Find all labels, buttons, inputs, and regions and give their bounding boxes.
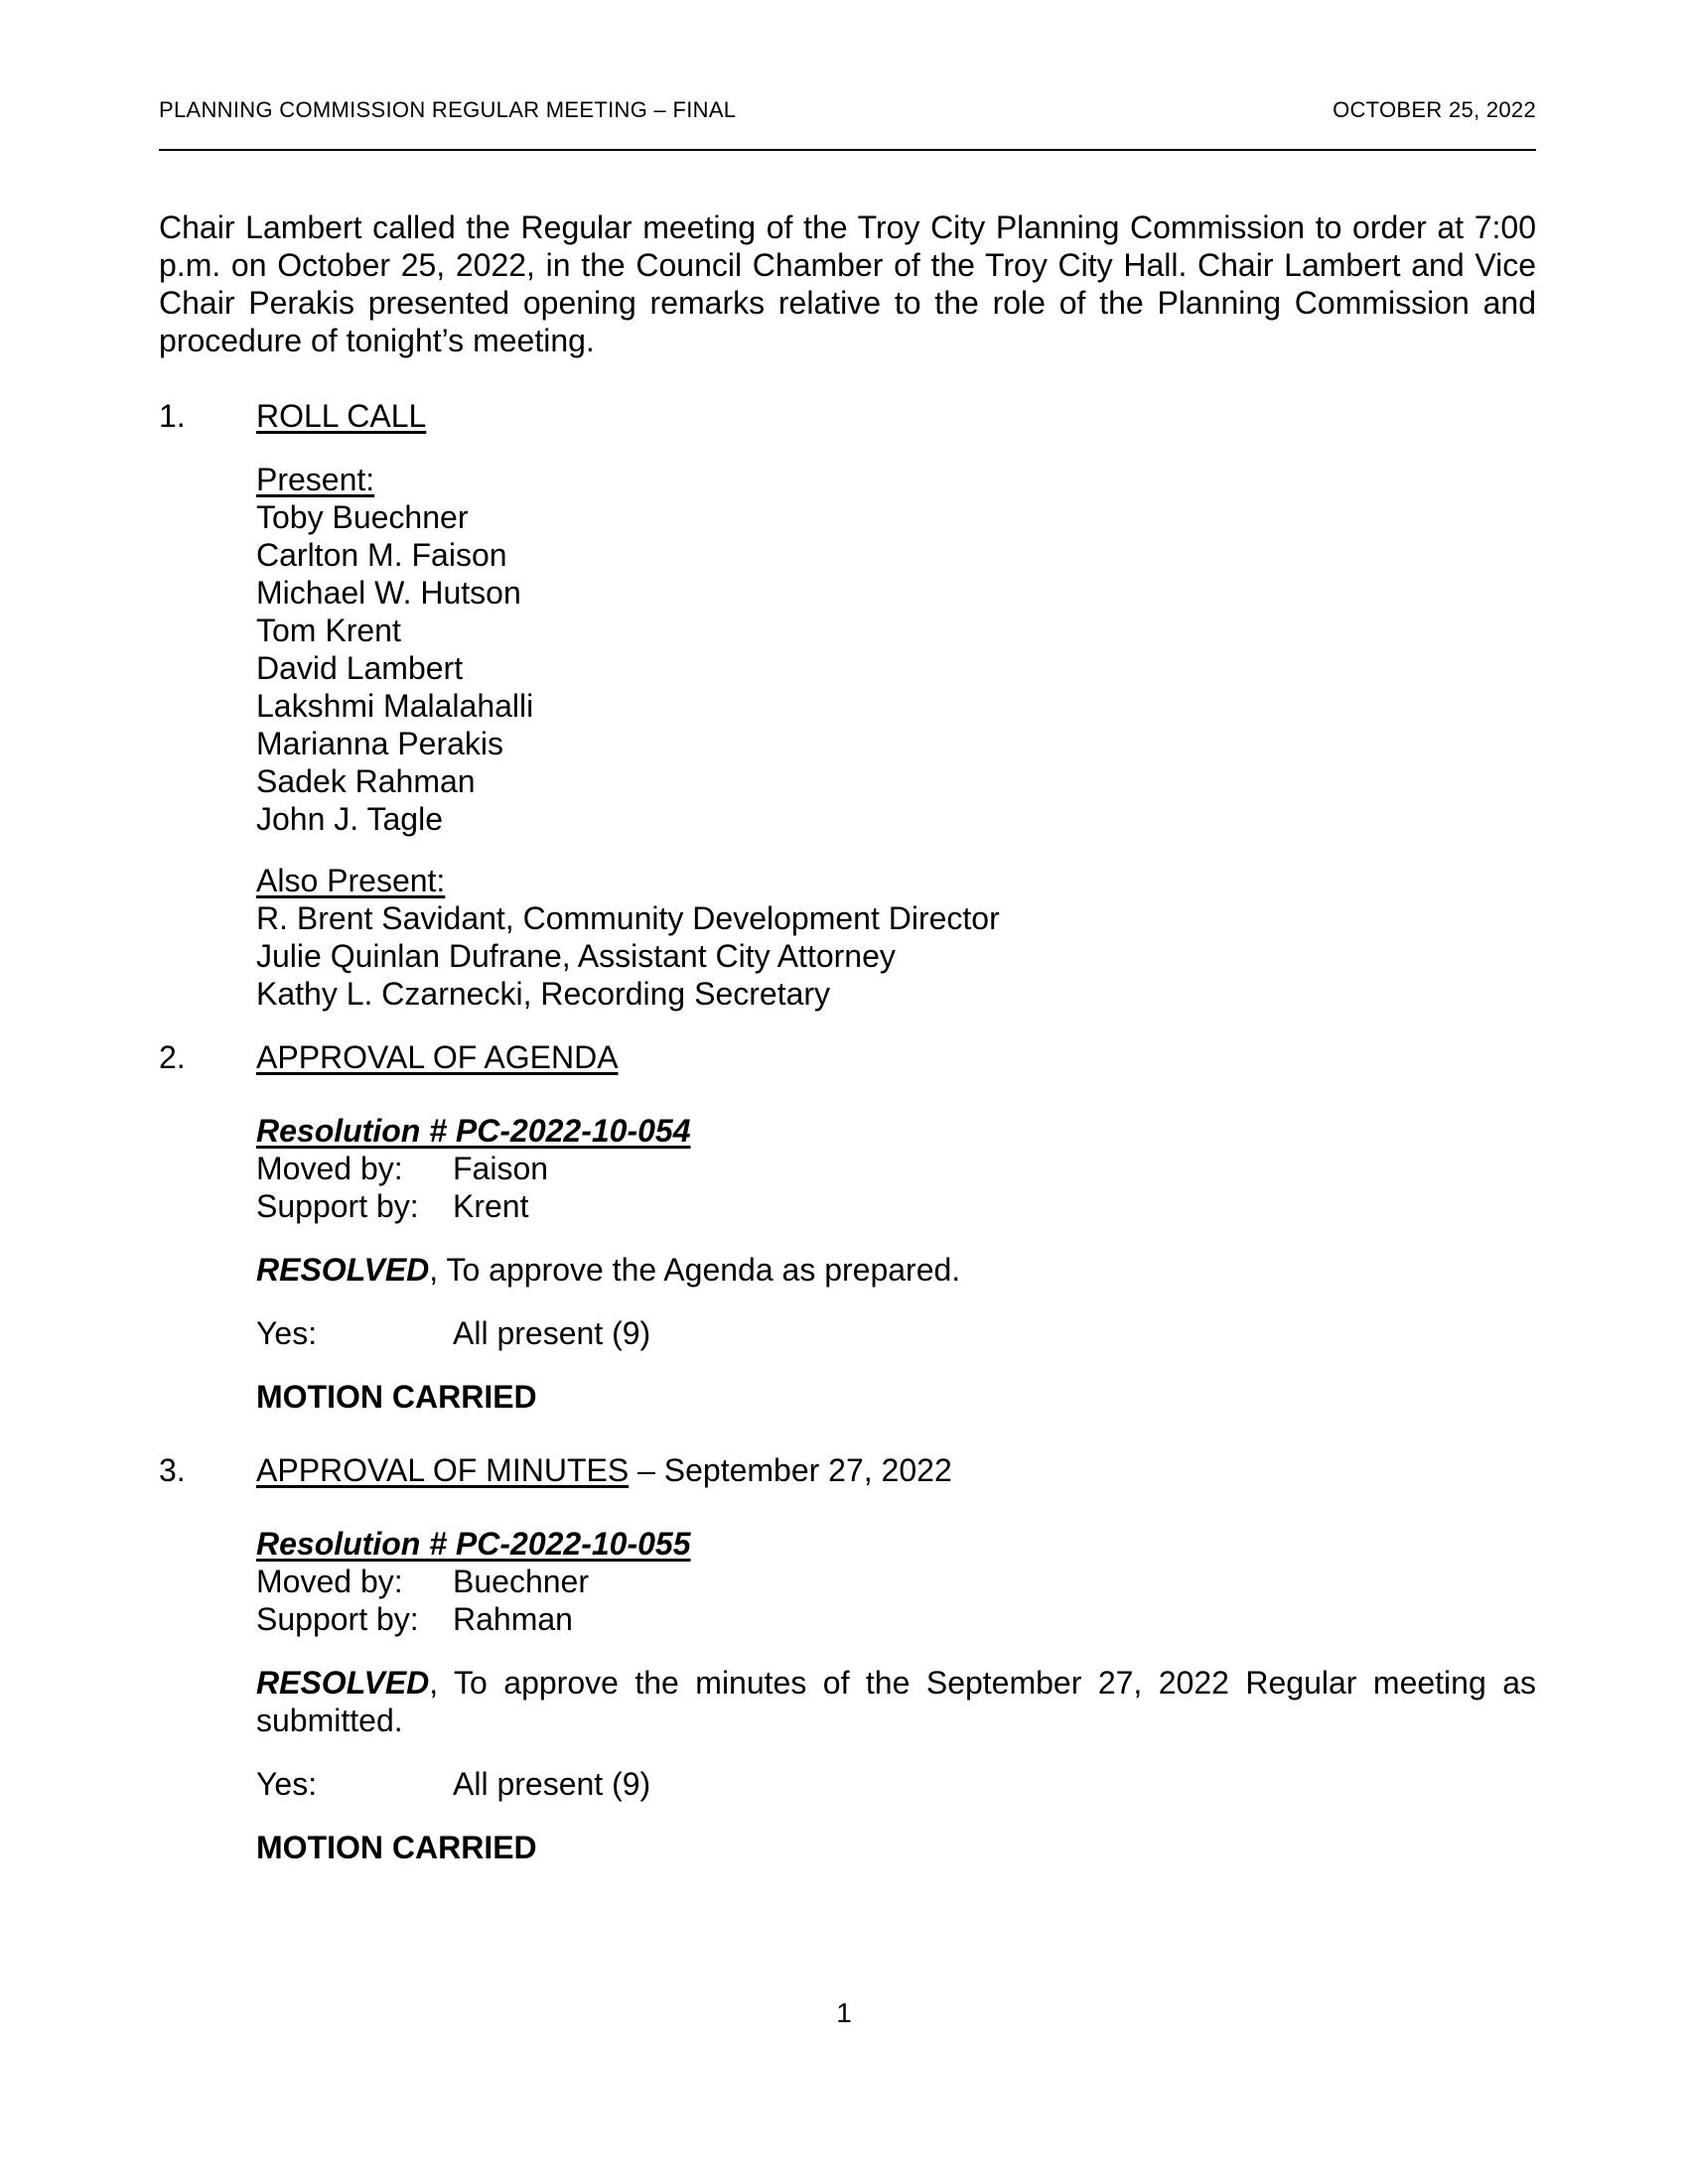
list-item: John J. Tagle: [256, 801, 443, 837]
moved-by-row: [256, 1563, 691, 1600]
motion-carried: MOTION CARRIED: [256, 1379, 537, 1415]
resolution-number: Resolution # PC-2022-10-054: [256, 1113, 691, 1149]
list-item: Tom Krent: [256, 613, 401, 648]
moved-by-label: Moved by:: [256, 1151, 403, 1186]
support-by-label: Support by:: [256, 1601, 419, 1637]
yes-label: Yes:: [256, 1766, 318, 1802]
yes-label: Yes:: [256, 1315, 318, 1351]
section-title-minutes: APPROVAL OF MINUTES: [256, 1452, 630, 1488]
yes-value: All present (9): [453, 1315, 651, 1351]
present-list: [256, 461, 533, 838]
support-by-row: [256, 1187, 691, 1225]
intro-paragraph: Chair Lambert called the Regular meeting of the Troy City Planning Commission to order at 7:00 p.m. on October 25, 2022, in the Council Chamber of the Troy City Hall. Chair Lambert and Vice Chair Perakis presented opening remarks relative to the role of the Planning Commission and procedure of tonight’s meeting.: [159, 209, 1536, 358]
support-by-label: Support by:: [256, 1188, 419, 1224]
list-item: Marianna Perakis: [256, 726, 503, 761]
header-divider: [159, 149, 1536, 151]
section-title-roll-call: ROLL CALL: [256, 398, 427, 434]
list-item: R. Brent Savidant, Community Development Director: [256, 900, 1000, 936]
minutes-vote-row: [256, 1765, 650, 1803]
section-title-minutes-row: [256, 1451, 952, 1489]
agenda-resolution-block: [256, 1112, 691, 1225]
moved-by-row: [256, 1150, 691, 1187]
agenda-resolved-text: [256, 1251, 1536, 1289]
header-title: PLANNING COMMISSION REGULAR MEETING – FINAL: [159, 97, 737, 122]
list-item: David Lambert: [256, 650, 464, 686]
list-item: Sadek Rahman: [256, 763, 476, 799]
moved-by-value: Faison: [453, 1151, 549, 1186]
section-title-minutes-date: – September 27, 2022: [629, 1452, 952, 1488]
resolved-keyword: RESOLVED: [256, 1252, 430, 1288]
list-item: Michael W. Hutson: [256, 575, 521, 611]
support-by-value: Krent: [453, 1188, 529, 1224]
list-item: Toby Buechner: [256, 499, 469, 535]
resolved-keyword: RESOLVED: [256, 1665, 430, 1701]
also-present-list: [256, 862, 1000, 1013]
page-number: 1: [836, 1997, 852, 2028]
resolved-body: , To approve the minutes of the September 27, 2022 Regular meeting as submitted.: [256, 1665, 1536, 1738]
section-number-minutes: 3.: [159, 1452, 186, 1488]
support-by-value: Rahman: [453, 1601, 573, 1637]
list-item: Kathy L. Czarnecki, Recording Secretary: [256, 976, 831, 1012]
list-item: Julie Quinlan Dufrane, Assistant City Attorney: [256, 938, 896, 974]
moved-by-label: Moved by:: [256, 1564, 403, 1599]
header-date: OCTOBER 25, 2022: [1333, 97, 1536, 122]
resolution-number: Resolution # PC-2022-10-055: [256, 1526, 691, 1562]
minutes-resolved-text: [256, 1664, 1536, 1739]
minutes-resolution-block: [256, 1525, 691, 1638]
agenda-vote-row: [256, 1314, 650, 1352]
motion-carried: MOTION CARRIED: [256, 1830, 537, 1865]
also-present-label: Also Present:: [256, 863, 446, 898]
yes-value: All present (9): [453, 1766, 651, 1802]
section-number-roll-call: 1.: [159, 398, 186, 434]
list-item: Lakshmi Malalahalli: [256, 688, 534, 724]
list-item: Carlton M. Faison: [256, 537, 507, 573]
section-title-agenda: APPROVAL OF AGENDA: [256, 1039, 619, 1075]
resolved-body: , To approve the Agenda as prepared.: [429, 1252, 961, 1288]
section-number-agenda: 2.: [159, 1039, 186, 1075]
support-by-row: [256, 1600, 691, 1638]
present-label: Present:: [256, 462, 375, 497]
moved-by-value: Buechner: [453, 1564, 589, 1599]
